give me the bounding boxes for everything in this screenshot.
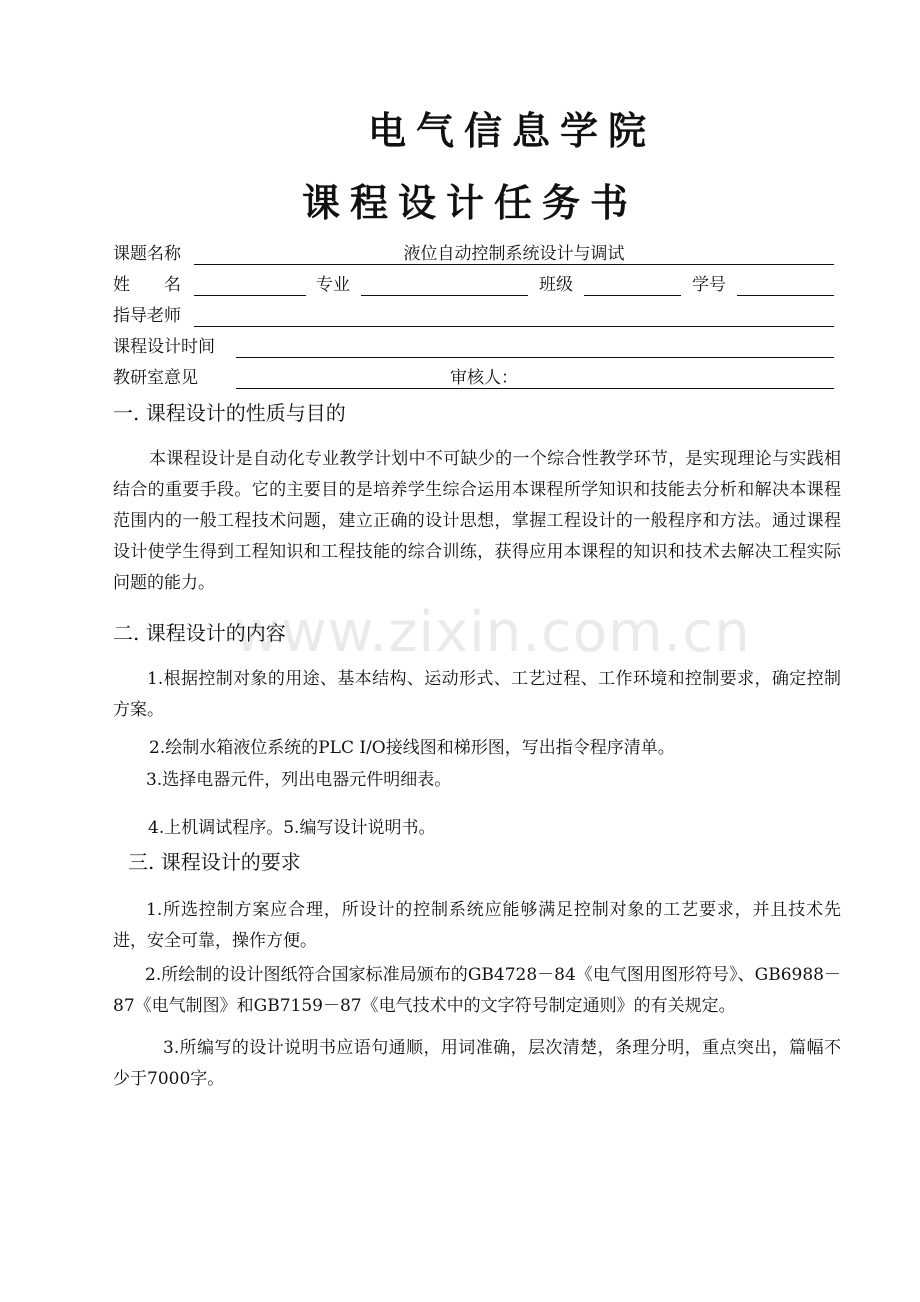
section-2-item-4: 4.上机调试程序。5.编写设计说明书。 bbox=[148, 818, 436, 838]
advisor-label: 指导老师 bbox=[113, 306, 181, 326]
document-title: 课程设计任务书 bbox=[301, 180, 638, 225]
major-label: 专业 bbox=[316, 275, 350, 295]
office-opinion-label: 教研室意见 bbox=[113, 368, 198, 388]
section-2-item-3: 3.选择电器元件，列出电器元件明细表。 bbox=[146, 770, 452, 790]
section-heading-1: 一. 课程设计的性质与目的 bbox=[113, 401, 346, 425]
time-label: 课程设计时间 bbox=[113, 337, 215, 357]
class-label: 班级 bbox=[539, 275, 573, 295]
section-heading-3: 三. 课程设计的要求 bbox=[128, 850, 301, 874]
section-2-item-2: 2.绘制水箱液位系统的PLC I/O接线图和梯形图，写出指令程序清单。 bbox=[149, 738, 675, 758]
section-3-item-1: 1.所选控制方案应合理，所设计的控制系统应能够满足控制对象的工艺要求，并且技术先进，安全可靠，操作方便。 bbox=[113, 900, 841, 951]
student-id-label: 学号 bbox=[692, 275, 726, 295]
section-1-paragraph: 本课程设计是自动化专业教学计划中不可缺少的一个综合性教学环节，是实现理论与实践相结合的重要手段。它的主要目的是培养学生综合运用本课程所学知识和技能去分析和解决本课程范围内的一般工程技术问题，建立正确的设计思想，掌握工程设计的一般程序和方法。通过课程设计使学生得到工程知识和工程技能的综合训练，获得应用本课程的知识和技术去解决工程实际问题的能力。 bbox=[113, 449, 841, 593]
topic-label: 课题名称 bbox=[113, 244, 181, 264]
major-field[interactable] bbox=[361, 295, 528, 296]
section-2-item-1: 1.根据控制对象的用途、基本结构、运动形式、工艺过程、工作环境和控制要求，确定控制方案。 bbox=[113, 669, 841, 720]
advisor-field[interactable] bbox=[194, 326, 834, 327]
section-3-item-2: 2.所绘制的设计图纸符合国家标准局颁布的GB4728－84《电气图用图形符号》、GB6988－87《电气制图》和GB7159－87《电气技术中的文字符号制定通则》的有关规定。 bbox=[113, 965, 841, 1016]
college-title: 电气信息学院 bbox=[367, 108, 656, 153]
time-field[interactable] bbox=[236, 357, 834, 358]
name-field[interactable] bbox=[194, 295, 306, 296]
name-label: 姓 名 bbox=[113, 275, 181, 295]
reviewer-label: 审核人： bbox=[450, 368, 518, 388]
section-heading-2: 二. 课程设计的内容 bbox=[113, 621, 286, 645]
student-id-field[interactable] bbox=[737, 295, 834, 296]
class-field[interactable] bbox=[584, 295, 681, 296]
section-3-item-3: 3.所编写的设计说明书应语句通顺，用词准确，层次清楚，条理分明，重点突出，篇幅不少于7000字。 bbox=[113, 1038, 841, 1089]
office-opinion-field[interactable] bbox=[236, 388, 834, 389]
topic-value: 液位自动控制系统设计与调试 bbox=[403, 244, 625, 264]
watermark: www.zixin.com.cn bbox=[234, 600, 751, 665]
